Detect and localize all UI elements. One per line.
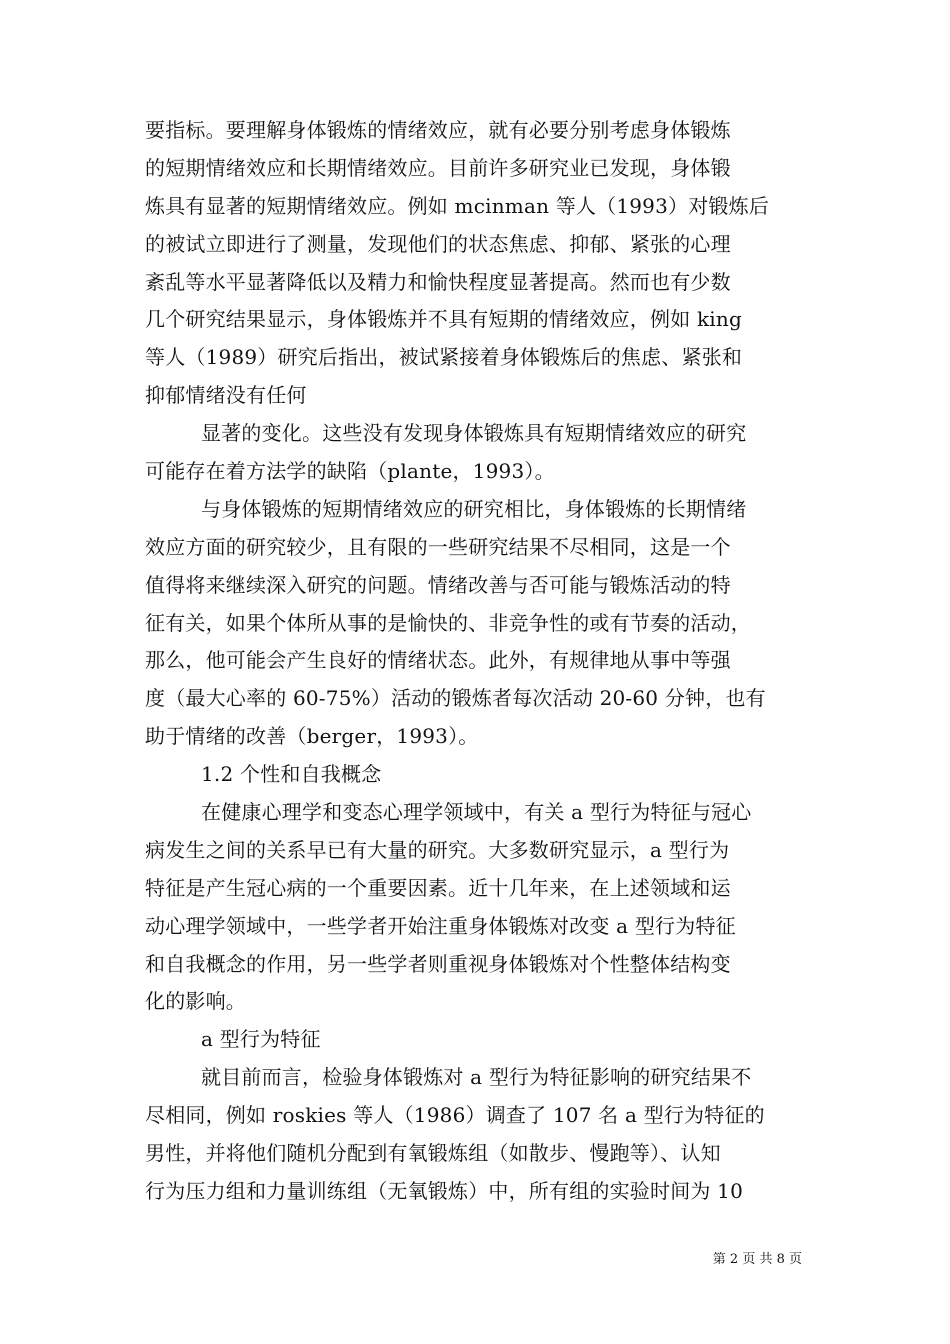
text-line: 紊乱等水平显著降低以及精力和愉快程度显著提高。然而也有少数 [145, 269, 731, 294]
text-line: 尽相同，例如 roskies 等人（1986）调查了 107 名 a 型行为特征的 [145, 1103, 765, 1128]
text-line: 动心理学领域中，一些学者开始注重身体锻炼对改变 a 型行为特征 [145, 913, 736, 938]
text-line: 要指标。要理解身体锻炼的情绪效应，就有必要分别考虑身体锻炼 [145, 118, 731, 142]
text-line: 等人（1989）研究后指出，被试紧接着身体锻炼后的焦虑、紧张和 [145, 345, 743, 370]
text-line: 值得将来继续深入研究的问题。情绪改善与否可能与锻炼活动的特 [145, 572, 731, 597]
section-heading: 1.2 个性和自我概念 [201, 762, 382, 787]
text-line: 抑郁情绪没有任何 [145, 383, 307, 408]
text-line: 的被试立即进行了测量，发现他们的状态焦虑、抑郁、紧张的心理 [145, 231, 731, 256]
text-line: 与身体锻炼的短期情绪效应的研究相比，身体锻炼的长期情绪 [201, 496, 747, 521]
text-line: 就目前而言，检验身体锻炼对 a 型行为特征影响的研究结果不 [201, 1065, 752, 1090]
page-number-footer: 第 2 页 共 8 页 [712, 1252, 802, 1267]
text-line: 在健康心理学和变态心理学领域中，有关 a 型行为特征与冠心 [201, 800, 752, 825]
text-line: 男性，并将他们随机分配到有氧锻炼组（如散步、慢跑等）、认知 [145, 1141, 721, 1166]
text-line: 显著的变化。这些没有发现身体锻炼具有短期情绪效应的研究 [201, 421, 747, 446]
subsection-heading: a 型行为特征 [201, 1027, 321, 1052]
text-line: 那么，他可能会产生良好的情绪状态。此外，有规律地从事中等强 [145, 648, 731, 673]
text-line: 化的影响。 [145, 989, 246, 1014]
text-line: 特征是产生冠心病的一个重要因素。近十几年来，在上述领域和运 [145, 875, 731, 900]
text-line: 行为压力组和力量训练组（无氧锻炼）中，所有组的实验时间为 10 [145, 1178, 744, 1203]
text-line: 几个研究结果显示，身体锻炼并不具有短期的情绪效应，例如 king [145, 307, 742, 332]
text-line: 可能存在着方法学的缺陷（plante，1993）。 [145, 459, 555, 484]
text-line: 炼具有显著的短期情绪效应。例如 mcinman 等人（1993）对锻炼后 [145, 193, 770, 218]
text-line: 和自我概念的作用，另一些学者则重视身体锻炼对个性整体结构变 [145, 951, 731, 976]
document-body [145, 112, 810, 1211]
text-line: 效应方面的研究较少，且有限的一些研究结果不尽相同，这是一个 [145, 534, 731, 559]
text-line: 度（最大心率的 60-75%）活动的锻炼者每次活动 20-60 分钟，也有 [145, 686, 766, 711]
text-line: 助于情绪的改善（berger，1993）。 [145, 724, 479, 749]
text-line: 病发生之间的关系早已有大量的研究。大多数研究显示，a 型行为 [145, 837, 730, 862]
text-line: 的短期情绪效应和长期情绪效应。目前许多研究业已发现，身体锻 [145, 155, 731, 180]
text-line: 征有关，如果个体所从事的是愉快的、非竞争性的或有节奏的活动， [145, 610, 751, 635]
